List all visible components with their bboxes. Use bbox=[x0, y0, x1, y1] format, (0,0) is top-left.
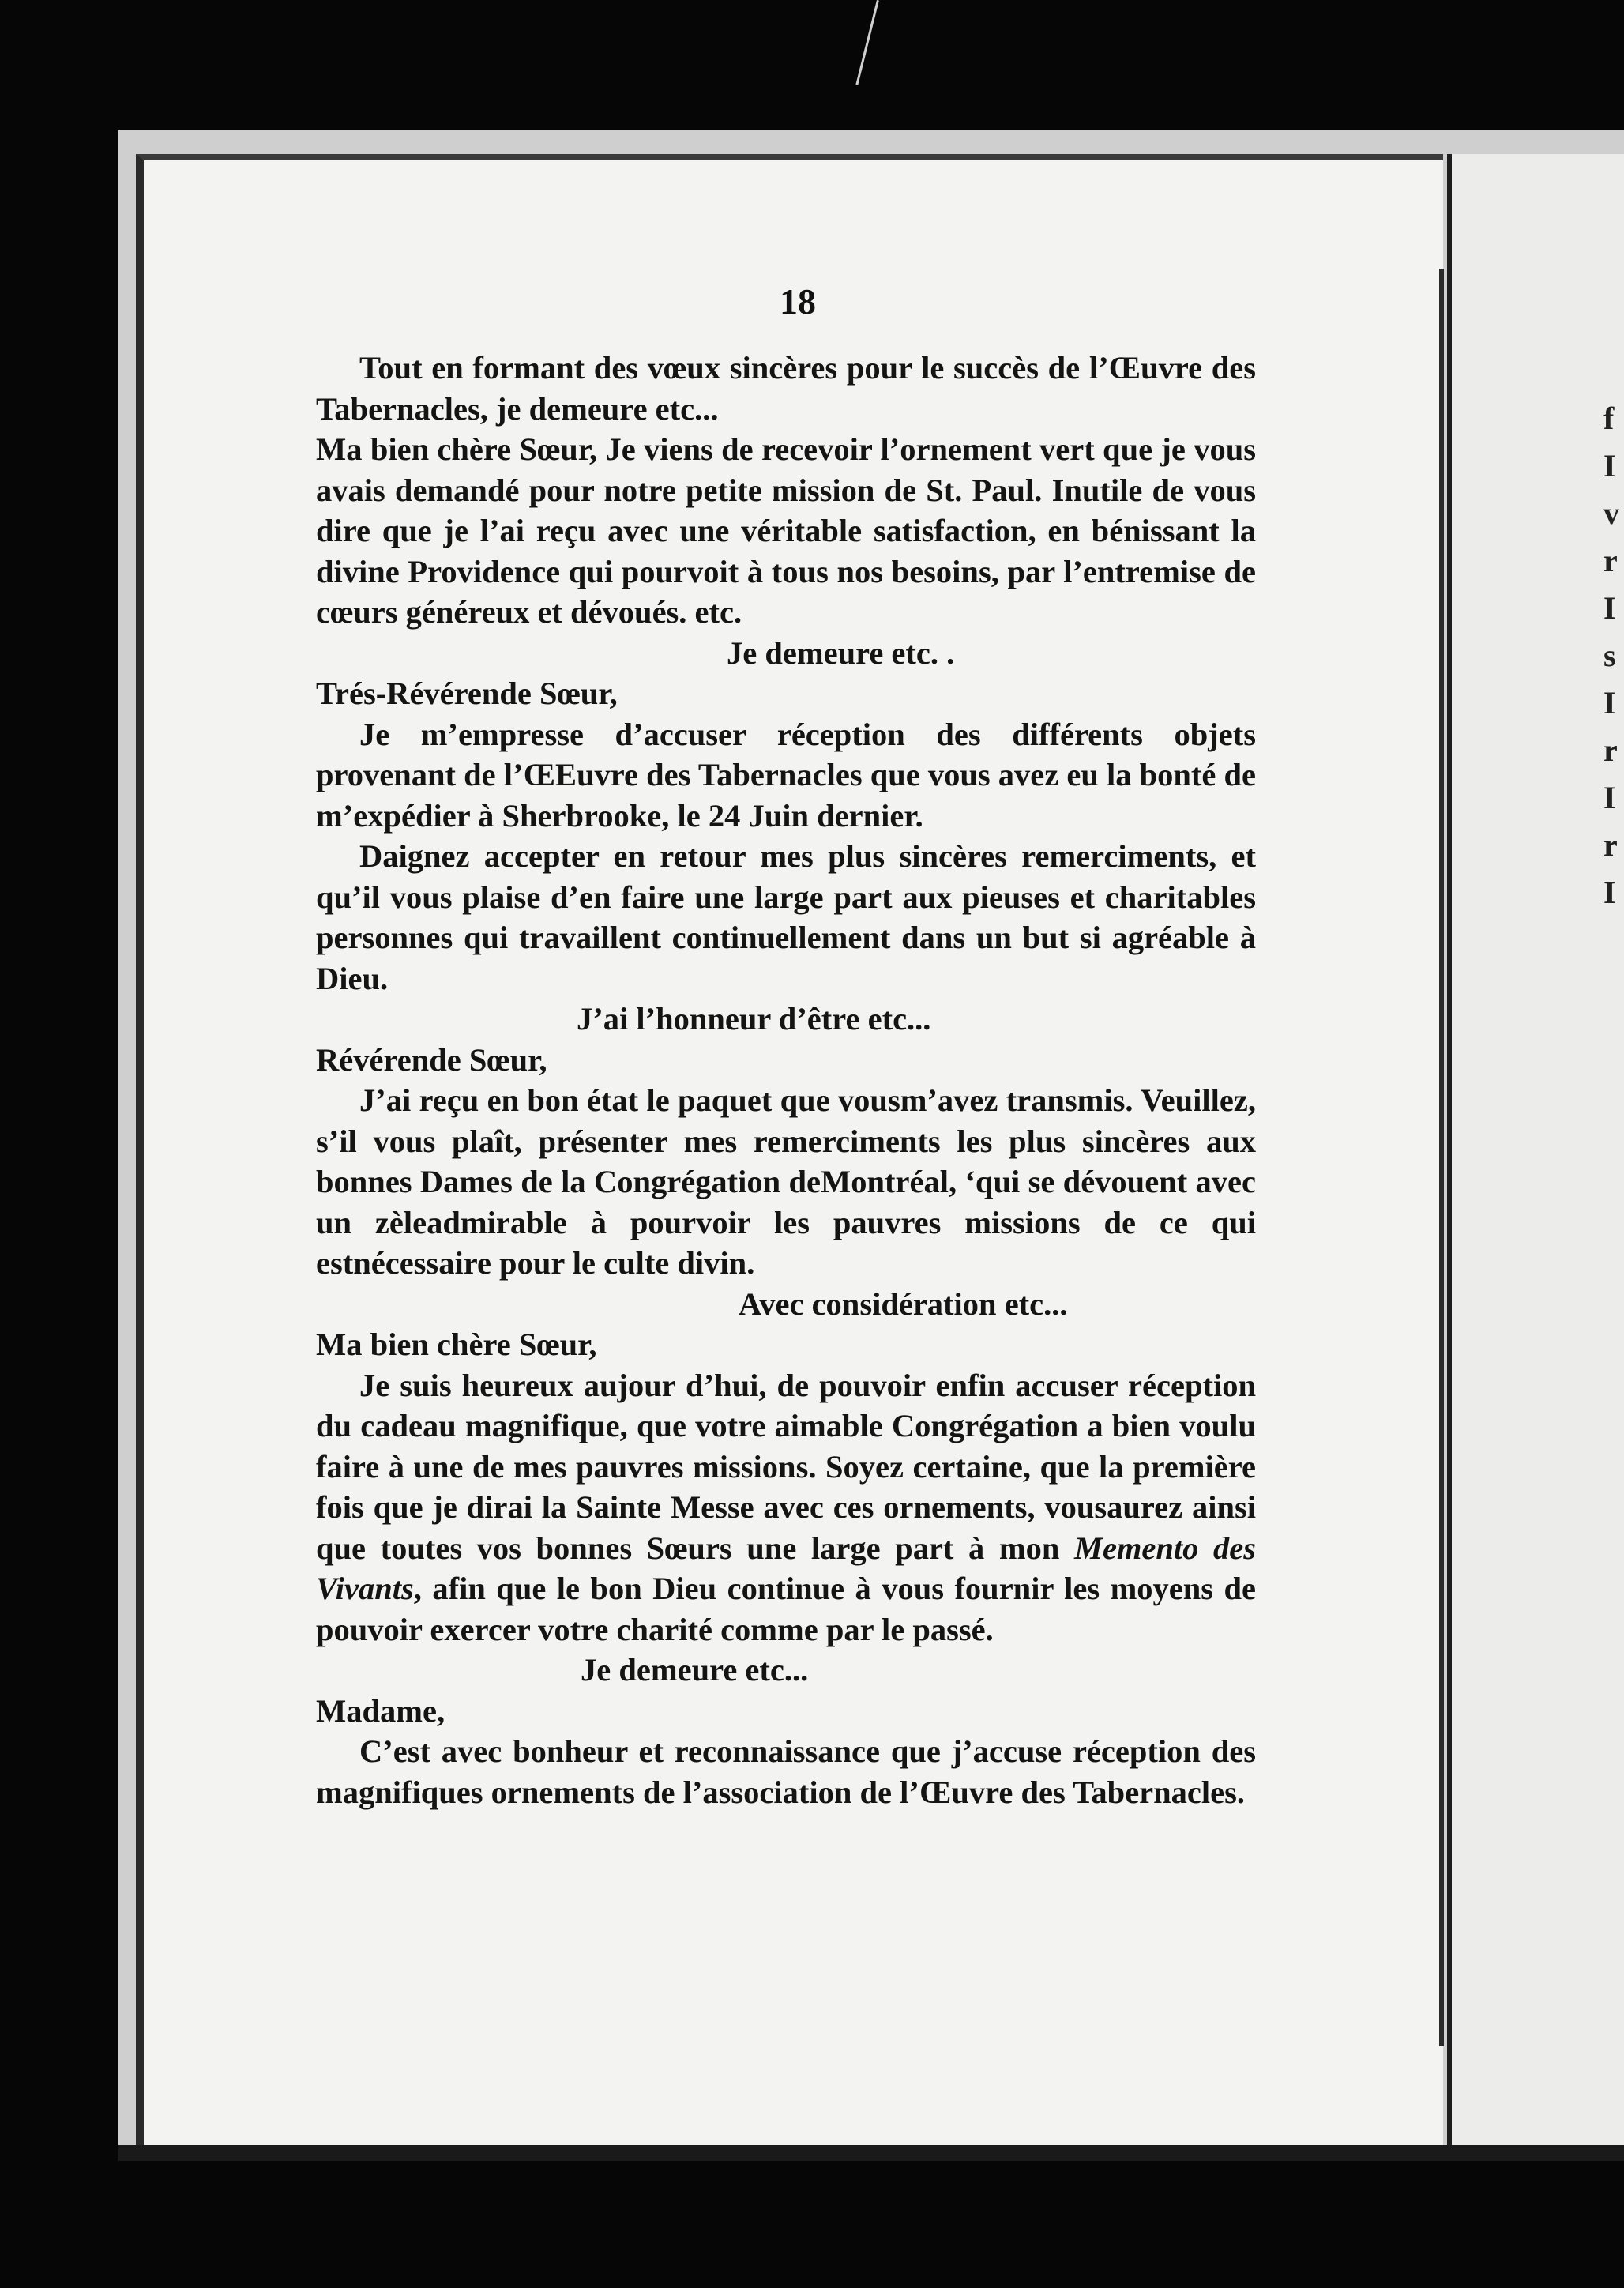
salutation-3: Révérende Sœur, bbox=[316, 1041, 547, 1078]
closing-4: Je demeure etc... bbox=[581, 1652, 809, 1688]
page-bottom-edge bbox=[118, 2145, 1624, 2161]
page-number: 18 bbox=[780, 281, 816, 322]
closing-2: J’ai l’honneur d’être etc... bbox=[577, 1001, 931, 1037]
facing-letter: I bbox=[1603, 875, 1616, 910]
paper-crease bbox=[855, 0, 879, 85]
salutation-2: Trés-Révérende Sœur, bbox=[316, 675, 618, 711]
facing-letter: r bbox=[1603, 827, 1618, 863]
facing-letter: v bbox=[1603, 495, 1619, 531]
facing-letter: r bbox=[1603, 732, 1618, 768]
facing-letter: I bbox=[1603, 448, 1616, 484]
facing-letter: I bbox=[1603, 590, 1616, 626]
paragraph-1: Tout en formant des vœux sincères pour le succès de l’Œuvre des Tabernacles, je demeure etc... bbox=[316, 350, 1256, 427]
paragraph-7: C’est avec bonheur et reconnaissance que j’accuse réception des magnifiques ornements de l’association de l’Œuvre des Tabernacles. bbox=[316, 1733, 1256, 1810]
facing-page-letters bbox=[1603, 395, 1619, 916]
memento-italic: Memento des Vivants bbox=[316, 1530, 1256, 1606]
closing-1: Je demeure etc. . bbox=[727, 634, 955, 671]
facing-letter: s bbox=[1603, 638, 1616, 673]
paragraph-6-start: Je suis heureux aujour d’hui, de pouvoir enfin accuser réception du cadeau magnifique, que votre aimable Congrégation a bien voulu faire à une de mes pauvres missions. Soyez certaine, que la première fois que je dirai la Sainte Messe avec ces ornements, vousaurez ainsi que toutes vos bonnes Sœurs une large part à mon bbox=[316, 1367, 1256, 1566]
facing-letter: r bbox=[1603, 543, 1618, 578]
salutation-4: Ma bien chère Sœur, bbox=[316, 1327, 597, 1362]
page-gutter bbox=[1439, 269, 1444, 2046]
facing-letter: I bbox=[1603, 685, 1616, 721]
salutation-5: Madame, bbox=[316, 1692, 445, 1729]
paragraph-2: Ma bien chère Sœur, Je viens de recevoir l’ornement vert que je vous avais demandé pour notre petite mission de St. Paul. Inutile de vous dire que je l’ai reçu avec une véritable satisfaction, en bénissant la divine Providence qui pourvoit à tous nos besoins, par l’entremise de cœurs généreux et dévoués. etc. bbox=[316, 431, 1256, 630]
paragraph-6-end: , afin que le bon Dieu continue à vous fournir les moyens de pouvoir exercer votre charité comme par le passé. bbox=[316, 1571, 1256, 1647]
closing-3: Avec considération etc... bbox=[739, 1285, 1068, 1322]
paragraph-4: Daignez accepter en retour mes plus sincères remerciments, et qu’il vous plaise d’en faire une large part aux pieuses et charitables personnes qui travaillent continuellement dans un but si agréable à Dieu. bbox=[316, 838, 1256, 996]
paragraph-6 bbox=[316, 1365, 1256, 1650]
paragraph-3: Je m’empresse d’accuser réception des différents objets provenant de l’ŒEuvre des Tabernacles que vous avez eu la bonté de m’expédier à Sherbrooke, le 24 Juin dernier. bbox=[316, 716, 1256, 834]
facing-page-edge bbox=[1447, 154, 1624, 2145]
facing-letter: f bbox=[1603, 401, 1615, 436]
page-text bbox=[316, 348, 1256, 1812]
paragraph-5: J’ai reçu en bon état le paquet que vousm’avez transmis. Veuillez, s’il vous plaît, présenter mes remerciments les plus sincères aux bonnes Dames de la Congrégation deMontréal, ‘qui se dévouent avec un zèleadmirable à pourvoir les pauvres missions de ce qui estnécessaire pour le culte divin. bbox=[316, 1082, 1256, 1281]
facing-letter: I bbox=[1603, 780, 1616, 815]
